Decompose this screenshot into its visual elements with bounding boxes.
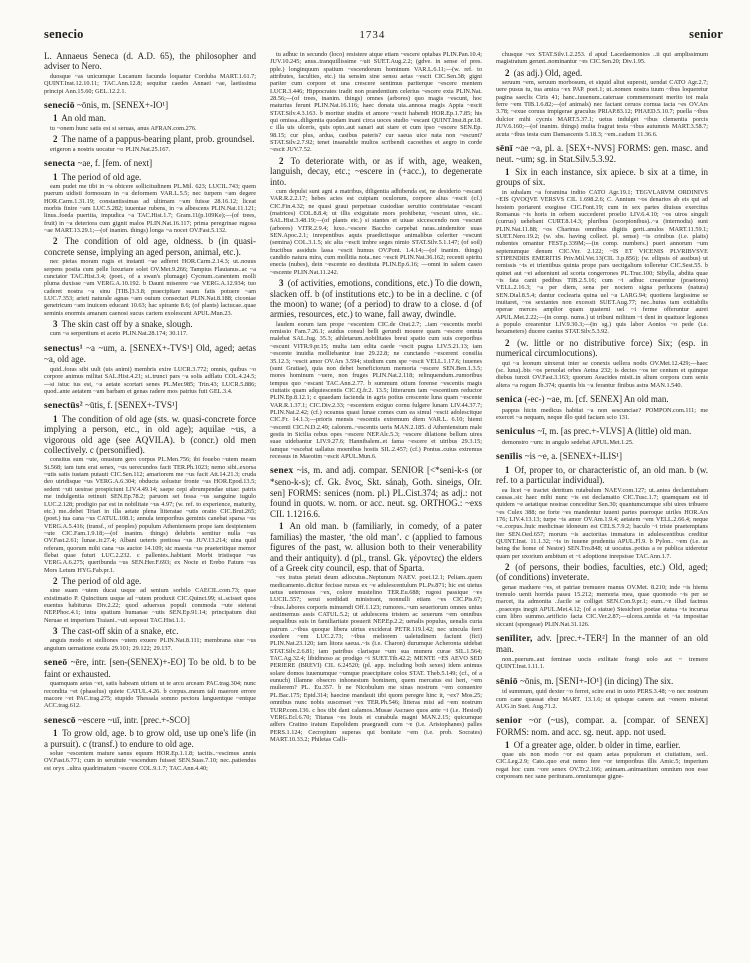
headword: senectūs² xyxy=(44,400,83,412)
entry-head: senectus¹ ~a ~um, a. [SENEX+-TVS¹] Old, aged; aetas ~a, old age. xyxy=(44,342,256,365)
sense-number: 2 xyxy=(279,155,284,166)
dictionary-column-1 xyxy=(44,51,256,943)
sense-number: 1 xyxy=(53,171,58,182)
headword: seniculus xyxy=(496,426,536,438)
sense-number: 2 xyxy=(53,575,58,586)
entry-head: seniculus ~ī, m. [as prec.+-VLVS] A (little) old man. xyxy=(496,426,692,438)
sense-definition: 3 (of activities, emotions, conditions, etc.) To die down, slacken off. b (of institutions etc.) to be in a decline. c (of the moon) to wane; (of a period) to draw to a close. d (of armies, resources, etc.) to wane, fall away, dwindle. xyxy=(270,278,482,320)
entry-head: senīlis ~is ~e, a. [SENEX+-ILIS¹] xyxy=(496,451,622,463)
sense-definition: 2 (as adj.) Old, aged. xyxy=(505,67,583,78)
citation-paragraph: cum depulsi sunt agni a matribus, diligentia adhibenda est, ne desiderio ~escant VAR.R.2.2.17; hebes acies est cuipiam oculorum, corpore alius ~escit (cf.) CIC.Fin.4.32; ne quasi graui perpetuae custodiae seruitio contristatae ~escant (matrices) COL.8.8.4; ut illis exiguitate mors prohibetur, ~escunt uires, sic.. SAL.Hist.3.48.19;—(of plants etc.) si stantes et uiuae siccescendo non ~escunt (arbores) VITR.2.9.4; luxo..~escere Baccho carpebat raras..uindemitor uuas SEN.Apoc.2.1; inrepentibus aquis praedictisque animalibus celeriter ~escunt (semina) COL.3.1.5; sic alta ~escit imbre seges nimio STAT.Silv.5.1.147; (of soil) fructibus assiduis lassa ~escit humus OV.Pont. 1.4.14;—(of inanim. things) candido natura mira, cum mollitia nota..nec ~escit PLIN.Nat.36.162; recenti spiritu enecta (nubes), dein ~escente eo destituta PLIN.Ep.6.16; —omni in salem caseo ~escente PLIN.Nat.11.242. xyxy=(270,188,482,276)
citation-paragraph: non..puerum..aut feminae uocis exilitate frangi uolo aut ~ tremere QUINT.Inst.1.11.1. xyxy=(496,656,708,671)
sense-number: 1 xyxy=(53,728,58,739)
sense-number: 2 xyxy=(505,67,510,78)
citation-paragraph: sine suam ~utem ducat usque ad senium sorbilo CAECIL.com.73; quae existimatio P. Quinctium usque ad ~utem produxit CIC.Quinct.99; si..scisset quos euentus habiturus Div.2.22; quod aduersus populi commoda ~ute steterat NEP.Phoc.4.1; intra spatium humanae ~utis SEN.Ep.91.14; principatum diui Neruae et imperium Traiani..~uti seposui TAC.Hist.1.1. xyxy=(44,587,256,624)
text-columns xyxy=(0,42,750,943)
sense-number: 1 xyxy=(505,464,510,475)
sense-definition: 1 The condition of old age (sts. w. quasi-concrete force implying a person, etc., in old age); aquilae ~us, a vigorous old age (see AQVILA). b (concr.) old men collectively. c (personified). xyxy=(44,413,256,456)
sense-number: 1 xyxy=(279,521,284,532)
entry-head: senescō ~escere ~uī, intr. [prec.+-SCO] xyxy=(44,714,190,726)
entry-head: senica (-ec-) ~ae, m. [cf. SENEX] An old man. xyxy=(496,393,669,405)
headword: senīlis xyxy=(496,451,523,463)
entry-head: senīliter, adv. [prec.+-TER²] In the manner of an old man. xyxy=(496,632,708,655)
citation-paragraph: nec pietas moram rugis et instanti ~ae adferet HOR.Carm.2.14.3; ut..nouus serpens posita cum pelle luxuriare solet OV.Met.9.266; Tampius Flauianus..ac ~a cunctator TAC.Hist.3.4; (poet., of a swan's plumage) Cycnum..canentem molli pluma duxisse ~am VERG.A.10.192. b Dauni miserere ~ae VERG.A.12.934; tuo caderet nostra ~a sinu [TIB.]3.3.8; praecipitare suam fatis potuere ~am LUC.7.353; arieti naturale agnas ~am ouium consectari PLIN.Nat.8.188; ciconiae genetricum ~am inuicem educant 10.63; hac spirante 8.6; (of plants) lactucae..quae seminis enormis amaram caenosi sucus cariem exolescunt APUL.Mun.23. xyxy=(44,258,256,317)
sense-definition: 3 The skin cast off by a snake, slough. xyxy=(53,318,193,329)
page-number: 1734 xyxy=(359,29,386,41)
sense-definition: 1 Of, proper to, or characteristic of, an old man. b (w. ref. to a particular individual). xyxy=(496,464,708,486)
sense-definition: 2 To deteriorate with, or as if with, age, weaken, languish, decay, etc.; ~escere in (+acc.), to degenerate into. xyxy=(270,155,482,187)
citation-paragraph: laudem eorum iam prope ~escentem CIC.de Orat.2.7; ..iam ~escentis morbi remissio Fam.7.26.1; auidus consul belli gerundi mouere quam ~escere omnia malebat SAL.Jug. 35.3; athletarum..nobilitates breui spatio cum suis corporibus ~escunt VITR.9.pr.15; multa iam edita caede ~escit pugna LIV.5.21.13; iam ~escente inuidia molliebantur irae 29.22.8; ne cunctando ~escerent consilia 35.12.3; ~escit amor OV.Ars 3.594; studium cum spe ~escit VELL.1.17.6; iuuenes (sunt Gratiae), quia non debet beneficiorum memoria ~escere SEN.Ben.1.3.5; mores hominum ~uere, non fruges PLIN.Nat.2.118; relinquendum..rumoribus tempus quo ~escant TAC.Ann.2.77. b summum otium forense ~escentis magis ciuitatis quam adquiescentis CIC.Q.fr.2. 13.5; litterarum iam ~escentium reductor PLIN.Ep.8.12.1; c quaedam facienda in agris potius crescente luna quam ~escente VAR.R.1.37.1; CIC.Div.2.33; ~escentem exiguo cornu fulgere lunam LIV.44.37.7; PLIN.Nat.2.42; (cf.) oceanus quasi lunae comes cum ea simul ~escit adolescitque CIC.Fr. 14.1.3;—prioris mensis ~escentis extremum diem VAR.L. 6.10; hiemi ~escenti CIC.N.D.2.49; calorem..~escentis ueris MAN.2.185. d Atheniensium male gestis in Sicilia rebus opes ~escere NEP.Alc.5.3; ~escere dilatione bellum uires suae uidebantur LIV.9.27.6; Hannibalem..et fama ~escere et uiribus 29.3.15; iamque ~escebat uallatus moenibus hostis SIL.2.457; (cf.) Pontus..cuius extremus recessus in Maeotim ~escit APUL.Mun.6. xyxy=(270,320,482,460)
sense-number: 1 xyxy=(53,413,58,424)
sense-number: 3 xyxy=(279,278,284,289)
citation-paragraph: pappus hicin medicus habitat ~a non sescunciae? POMPON.com.111; me exercet ~a nequam, neque illo quid faciam scio 131. xyxy=(496,406,708,421)
guide-word-right: senior xyxy=(689,27,723,41)
headword: sēniō xyxy=(496,675,518,687)
sense-definition: 2 The condition of old age, oldness. b (in quasi-concrete sense, implying an aged person, animal, etc.). xyxy=(44,236,256,257)
sense-number: 2 xyxy=(53,134,58,145)
entry-head: senex ~is, m. and adj. compar. SENIOR [<*seni-k-s (or *seno-k-s); cf. Gk. ἕνος, Skt. sánaḥ, Goth. sineigs, OIr. sen] FORMS: senices (nom. pl.) PL.Cist.374; as adj.: not found in quots. w. nom. or acc. neut. sg. ORTHOG.: ~exs CIL 1.1216.6. xyxy=(270,465,482,519)
sense-definition: 1 To grow old, age. b to grow old, use up one's life (in a pursuit). c (transf.) to endure to old age. xyxy=(44,728,256,749)
headword: senex xyxy=(270,465,294,477)
citation-paragraph: tu ~onem hunc satis est si seruas, anus AFRAN.com.276. xyxy=(50,124,197,132)
headword: seneciō xyxy=(44,99,75,111)
headword: senica xyxy=(496,393,523,405)
citation-paragraph: tu adhuc in secundo (loco) resistere atque etiam ~escere optabas PLIN.Pan.10.4; JUV.10.245; anus..tranquillissime ~uit SUET.Aug.2.2; (gdve. in sense of pres. pple.) longinquum spatium ~escendorum hominum VAR.L.6.11;—(w. ref. to attributes, faculties, etc.) ita sensim sine sensu aetas ~escit CIC.Sen.38; gigni pariter cum corpore et una crescere sentimus pariterque ~escere mentem LUCR.3.446; Hippocrates tradit non prandentium celerius ~escere exta PLIN.Nat. 28.56;—(of trees, inanim. things) omnes (arbores) quo magis ~escunt, hoc maturius ferunt PLIN.Nat.16.116; haec donata uia..annosa magis Appia ~escit STAT.Silv.4.3.163. b moritur studiis et amore ~escit habendi HOR.Ep.1.7.85; his qui omissa..diligentia quodam inani circa uoces studio ~escant QUINT.Inst.8.pr.18. c illa uis ulceris, quis opto..aut sanari aut stare et cum ipso ~escere SEN.Ep. 98.15; cur plus, ardua, casibus pateris? cur saeua uice nata non ~escunt? STAT.Silv.2.7.92; tenet insanabile multos scribendi cacoethes et aegro in corde ~escit JUV.7.52. xyxy=(270,51,482,154)
sense-definition: 2 The period of old age. xyxy=(53,575,142,586)
citation-paragraph: ea licet ~e tractet detritum rutabulum NAEV.com.127; ut..antea declamitabam causas..sic haec mihi nunc ~is est declamatio CIC.Tusc.1.7; quamquam est id quidem ~e aetatique nostrae conceditur Sen.30; quantumcumque sibi uires tribuere ~es Culex 388; ne forte ~es mandentur iuueni partes pueroque uiriles HOR.Ars 176; LIV.4.13.13; turpe ~is amor OV.Am.1.9.4; aetatem ~em VELL.2.66.4; neque ~e..corpus..huic medicinae idoneum est CELS.7.9.2; baculo ~i triste praetemptans iter SEN.Oed.657; morum ~is auctoritas immatura in adulescentibus creditur QUINT.Inst. 11.1.32; ~is in iuuene prudentia APUL.Fl.9. b Pylon.. ~em (i.e. as being the home of Nestor) SEN.Tro.848; ut uocatus..potius a re publica uideretur quam per uxorium ambitum et ~i adoptione inrepsisse TAC.Ann.1.7. xyxy=(496,486,708,560)
sense-number: 1 xyxy=(53,113,58,124)
dictionary-column-2 xyxy=(270,51,482,943)
dictionary-column-3 xyxy=(496,51,708,943)
citation-paragraph: solue ~escentem mature sanus equum HOR.Ep.1.1.8; tacitis..~escimus annis OV.Fast.6.771; cum in seruitute ~escendum fuisset SEN.Suas.7.10; nec..patiendus est oryx ..ultra quadrimatum ~escere COL.9.1.7; TAC.Ann.4.40; xyxy=(44,750,256,772)
headword: sēnī xyxy=(496,142,513,154)
entry-head: sēnī ~ae ~a, pl. a. [SEX+-NVS] FORMS: gen. masc. and neut. ~um; sg. in Stat.Silv.5.3.92. xyxy=(496,142,708,165)
citation-paragraph: qui ~a leonum uinxerat inter se conexis uellera nodis OV.Met.12.429;—haec (sc. luna)..bis ~os peruolat orbes Aetna 232; is decies ~os ter centum et quinque diebus iunxit OV.Fast.3.163; quorum Aeacides misit..in altum corpora cum senis altera ~a rogum Ib.374; quantis bis ~a ferantur finibus astra MAN.1.540. xyxy=(496,359,708,389)
citation-paragraph: eam pudet me tibi in ~a obicere sollicitudinem PL.Mil. 623; LUCIL.743; quem puerum uidisti formosum in ~a deformem VAR.L.5.5; nec turpem ~am degere HOR.Carm.1.31.19; constantissimas ad ultimam ~am fuisse 28.16.12; liceat morbis finire ~am LUC.5.282; iuuentae rubens, in ~a albescens PLIN.Nat.11.121; linus..foeda pueritia, impudica ~a TAC.Hist.1.7; Gram.11(p.109Ke);—(of trees, fruit) in ~a deteriora cum gignit malos PLIN.Nat.16.117; prima peregrinae rugosa ~ae MART.13.29.1;—(of inanim. things) longa ~a nocet OV.Fast.5.132. xyxy=(44,182,256,234)
sense-number: 2 xyxy=(505,561,510,572)
headword: senīliter, xyxy=(496,632,533,644)
citation-paragraph: consitus sum ~ute, onustum gero corpus PL.Men.756; ibi fouebo ~utem meam St.568; iam tum erat senex, ~us uerecundos facit TER.Ph.1023; nemo sibi..exorsa ~utis satis iustam putauit CIC.Sen.112; amariorem me ~us facit Att.14.21.3; cruda deo uiridisque ~us VERG.A.6.304; obducta solustur fronte ~us HOR.Epod.13.5; sedent ~uti uestrae prospiciunt LIV.4.49.14; saepe cepi abrumpendae uitae: patris me indulgentia retinuit SEN.Ep.78.2; paruom set fessa ~us sanguine iugulo LUC.2.128; prodigio par est in nobilitate ~us 4.97; (w. ref. to experience, maturity, etc.) me..debet Triari in illa aetate plena litteratae ~utis oratio CIC.Brut.265; (poet.) tua cana ~us CATUL.108.1; annula temporibus geminis canebat sparsa ~us VERG.A.5.416; (transf., of peoples) populum Atheniensem prope iam desipientem ~ute CIC.Fam.1.9.18;—(of inanim. things) delubris sentitur nulla ~us OV.Fast.2.61; lunae..ir.27.4; Albani ueteris pretiosa ~us JUV.13.214; uina quid referam, quorum mihi cana ~us auctor 14.109; sic maesta ~us praeteritique memor flebat quae futuri LUC.2.232. c pallentes..habitant Morbi tristisque ~us VERG.A.6.275; queribunda ~us SEN.Her.F.693; ex Nocte et Erebo Fatum ~us Mors Letum HYG.Fab.pr.1. xyxy=(44,456,256,574)
entry-head: sēniō ~ōnis, m. [SENI+-IO¹] (in dicing) The six. xyxy=(496,675,674,687)
citation-paragraph: quamquam aetas ~et, satis habeam uirium ut te arcu arceam PAC.trag.304; nunc recondita ~et (phaselus) quiete CATUL.4.26. b corpus..meum tali maerore errore macore ~et PAC.trag.275; stupido Thessala somno pectora languentque ~entque ACC.trag.612. xyxy=(44,680,256,710)
sense-definition: 1 An old man. xyxy=(53,113,106,124)
guide-word-left: senecio xyxy=(44,27,84,41)
citation-paragraph: chusque ~ex STAT.Silv.1.2.253. d apud Lacedaemonios ..ii qui amplissimum magistratum gerunt..nominantur ~es CIC.Sen.20; Div.1.95. xyxy=(496,51,708,66)
citation-paragraph: ~ex iratus pietati deum adlocutus..Neptunum NAEV. poet.12.1; Peliam..quem medicamento..dicitur fecisse rursus ex ~e adulescentulum PL.Ps.871; hic est uietus uetus ueternosus ~ex, colore mustelino TER.Eu.688; rugosi passique ~es LUCIL.557; serui sordidati ministrant, nonnulli etiam ~es CIC.Pis.67; ~ibus..labores corporis minuendi Off.1.123; rumores..~um seueriorum omnes unius aestimemus assis CATUL.5.2; ut adulescens tristem ac seuerum ~em omnibus aequalibus suis in familiaritate posuerit NEP.Ep.2.2; uenalis populus, uenalis curia patrum ..~ibus quoque libera uirtus exciderat PETR.119.l.42; nec uincula ferri exedere ~em LUC.2.73; ~ibus meliorem ualetudinem faciunt (fici) PLIN.Nat.23.120; iam litora saeua..~is (i.e. Charon) durumque Acheronta uidebat STAT.Silv.2.6.81; iam patribus clarisque ~um sua munera curae SIL.1.564; TAC.Ag.32.4; libidinoso ac prodigo ~i SUET.Tib.42.2; MENTE ~ES AEVO SED PERIERE (BREVI) CIL 6.24520; (pl. app. including both sexes) idem animus solare domos iuuenumque ~umque praecipitare colos STAT. Theb.5.149; (cf., of a eunuch) illamne obsecro inhonestum hominem, quem mercatus est heri, ~em mulierem? PL. Eu.357. b ne Nicobulum me sinas nostrum ~em conuenire PL.Bac.175; Epid.314; haecine mandauit tibi quom peregre hinc it, ~ex? Mos.25; omnibus nunc nobis suscenset ~ex TER.Ph.546; litteras misi ad ~em nostrum TURP.com.136. c hos tibi dant calamos..Musae Ascraeo quos ante ~i (i.e. Hesiod) VERG.Ecl.6.70; Titanas ~es Iouis et cunabula magni MAN.2.15; quicumque adfers Cratino iratum Eupolidem praegrandi cum ~e (i.e. Aristophanes) palles PERS.1.124; Cecropium superas qui bonitate ~em (i.e. prob. Socrates) MART.10.33.2; Philetas Calli- xyxy=(270,574,482,743)
sense-number: 2 xyxy=(505,337,510,348)
citation-paragraph: id summum, quid dexter ~o ferret, scire erat in uoto PERS.3.48; ~o nec nostrum cum cane quassat ebur MART. 13.1.6; ut quisque canem aut ~onem miserat AUG.in Suet. Aug.71.2. xyxy=(496,688,708,710)
citation-paragraph: quae uis non modo ~or est quam aetas populorum et ciuitatium, sed.. CIC.Leg.2.9; Cato..quo erat nemo fere ~or temporibus illis Amic.5; imperium regat hoc cum ~ore senex OV.Tr.2.166; animam..animantium omnium non esse corpoream nec sane perituram..omniumque gigne- xyxy=(496,750,708,780)
entry-head: seneō ~ēre, intr. [sen-(SENEX)+-EO] To be old. b to be faint or exhausted. xyxy=(44,657,256,679)
headword: senior xyxy=(496,715,523,727)
sense-definition: 1 Six in each instance, six apiece. b six at a time, in groups of six. xyxy=(496,167,708,188)
sense-definition: 2 (of persons, their bodies, faculties, etc.) Old, aged; (of conditions) inveterate. xyxy=(496,561,708,583)
headword: senecta xyxy=(44,157,76,169)
sense-definition: 2 (w. little or no distributive force) Six; (esp. in numerical circumlocutions). xyxy=(496,337,708,359)
sense-definition: 1 Of a greater age, older. b older in time, earlier. xyxy=(505,739,681,750)
citation-paragraph: seruum ~em, seruum morbosum, et siquid aliut supersit, uendat CATO Agr.2.7; uere pusus tu, tua amica ~ex PAP. poet.1; ut..nomen nostra tuum ~ibus loqueretur pagina saeclis Ciris 41; hanc..iuuenum..cateruae commemorant merito tot mala ferre ~em TIB.1.6.82;—(of animals) nec faciant ceruos cornua iacta ~es OV.Ars 3.78; ~exue coruus impigerae graculus PRIAP.83.12; PHAED.5.10.7; puella ~ibus dulcior mihi cycnis MART.5.37.1; uetus indulget ~ibus clementia porcis JUV.6.160;—(of inanim. things) multa fragrat testa ~ibus autumnis MART.3.58.7; acuta ~ibus testa cum Damascenis 5.18.3; ~em..cadum 11.36.6. xyxy=(496,79,708,138)
citation-paragraph: demonstro ~um: in angulo sedebat APUL.Met.1.25. xyxy=(502,438,634,446)
citation-paragraph: genae maduere ~es, et patriae tremuere manus OV.Met. 8.210; inde ~is hiems tremulo uenit horrida passu 15.212; memoria mea, quae quomodo ~is per se marcet, ita admonita ..facile se colliget SEN.Con.9.pr.1; eum..~e illud facinus ..praeceps inegit APUL.Met.4.12; (of a statue) Stesichori poetae statua ~is incurua cum libro summo..artificio facta CIC.Ver.2.87;—ulcera..umida et ~ia impositae siccant (spongeae) PLIN.Nat.31.126. xyxy=(496,583,708,628)
entry-head: senecta ~ae, f. [fem. of next] xyxy=(44,157,153,169)
definition-text: L. Annaeus Seneca (d. A.D. 65), the philosopher and adviser to Nero. xyxy=(44,51,256,72)
sense-definition: 2 The name of a pappus-bearing plant, prob. groundsel. xyxy=(53,134,255,145)
sense-definition: 1 The period of old age. xyxy=(53,171,142,182)
entry-head: seneciō ~ōnis, m. [SENEX+-IO¹] xyxy=(44,99,169,111)
citation-paragraph: erigeron a nostris uocatur ~o PLIN.Nat.25.167. xyxy=(50,145,171,153)
citation-paragraph: quid..foras sibi uult (uis animi) membris exire LUCR.3.772; omnis, quibus ~o corpore animus militat SAL.Hist.4.21; si..trunci pars ~a solis adflatu COL.4.24.5;—si istuc ius est, ~a aetate scortari senes PL.Mer.985; Trin.43; LUCR.5.886; quod..ante aetatem ~am barbam et genas radere mos patrius fuit GEL.3.4. xyxy=(44,365,256,395)
sense-number: 2 xyxy=(53,236,58,247)
citation-paragraph: in subalam ~a foramina indito CATO Agr.19.1; TEGVLARVM ORDINIVS ~EIS QVOQVE VERSVS CIL 1.698.2.6; C. Annium ~os denarios ab eis qui ad hostem portarent exegisse CIC.Font.19; cum in sex partes diuisus exercitus Romanus ~is horis in orbem succederet proelio LIV.6.4.10; ~os uiros singuli (currus) uehebant CURT.8.14.3; pluribus (scorpionibus)..~a (internodia) sunt PLIN.Nat.11.88; ~os Charinus omnibus digitis gerit..anulos MART.11.59.1; SUET.Nero.19.2; (w. sbs. having collect. pl. sense) ~is crinibus (i.e. plaits) nubentes ornantur FEST.p.339M;—(in comp. numbers.) pueri annorum ~um septenumque denum CIC.Ver. 2.122; ~IS ET VICENIS PLVRIBVSVE STIPENDIIS EMERITIS Priv.Mil.Vet.13(CIL 3.p.856); (w. ellipsis of assibus) ut remissis ~is et trientibus quinta prope pars uectigalium tolleretur CIC.Sest.55. b quinei aut ~ei adueniunt ad scorta congerrones PL.Truc.100; Sibylla, abdita quae ~is fata canit pedibus TIB.2.5.16; cum ~i adhuc crearentur (praetores) VELL.2.16.3; ~a per diem, sena per noctem signa perlucens (natura) SEN.Dial.8.5.4; dantur coclearia quina uel ~a LARG.94; quotiens largissime se inuitaret, ~os sextantes non excessit SUET.Aug.77; nec..huius tam exitiabilis operae merces amplior quam quaterni uel ~i ferme offeruntur aurei APUL.Met.2.22;—(in comp. nums.) ut tribuni militum ~i deni in quattuor legiones a populo crearentur LIV.9.30.3;—(in sg.) quis labor Aonios ~o pede (i.e. hexameters) ducere cantus STAT.Silv.5.3.92. xyxy=(496,188,708,336)
headword: senescō xyxy=(44,714,76,726)
citation-paragraph: duosque ~as unicumque Lucanum facunda loquatur Corduba MART.1.61.7; QUINT.Inst.12.10.11; TAC.Ann.12.8; sequitur caedes Annaei ~ae, laetissima principi Ann.15.60; GEL.12.2.1. xyxy=(44,72,256,95)
running-header xyxy=(0,0,750,42)
citation-paragraph: cum ~a serpentium et aceto PLIN.Nat.28.174; 30.117. xyxy=(50,330,188,338)
sense-definition: 1 An old man. b (familiarly, in comedy, of a pater familias) the master, ‘the old man’. c (applied to famous figures of the past, w. allusion both to their venerability and their antiquity). d (pl., transl. Gk. γέροντες) the elders of a Greek city council, esp. that of Sparta. xyxy=(270,521,482,573)
entry-head: senectūs² ~ūtis, f. [SENEX+-TVS¹] xyxy=(44,400,178,412)
sense-definition: 3 The cast-off skin of a snake, etc. xyxy=(53,626,179,637)
sense-number: 1 xyxy=(505,739,510,750)
headword: seneō xyxy=(44,657,68,669)
sense-number: 3 xyxy=(53,318,58,329)
entry-head: senior ~or (~us), compar. a. [compar. of SENEX] FORMS: nom. and acc. sg. neut. app. not used. xyxy=(496,715,708,737)
sense-number: 3 xyxy=(53,626,58,637)
citation-paragraph: anguis modo et stelliones ~utem exuere PLIN.Nat.8.111; membrana siue ~us anguium uernatione exuta 29.101; 29.122; 29.137. xyxy=(44,637,256,652)
headword: senectus¹ xyxy=(44,342,83,354)
sense-number: 1 xyxy=(505,167,510,178)
